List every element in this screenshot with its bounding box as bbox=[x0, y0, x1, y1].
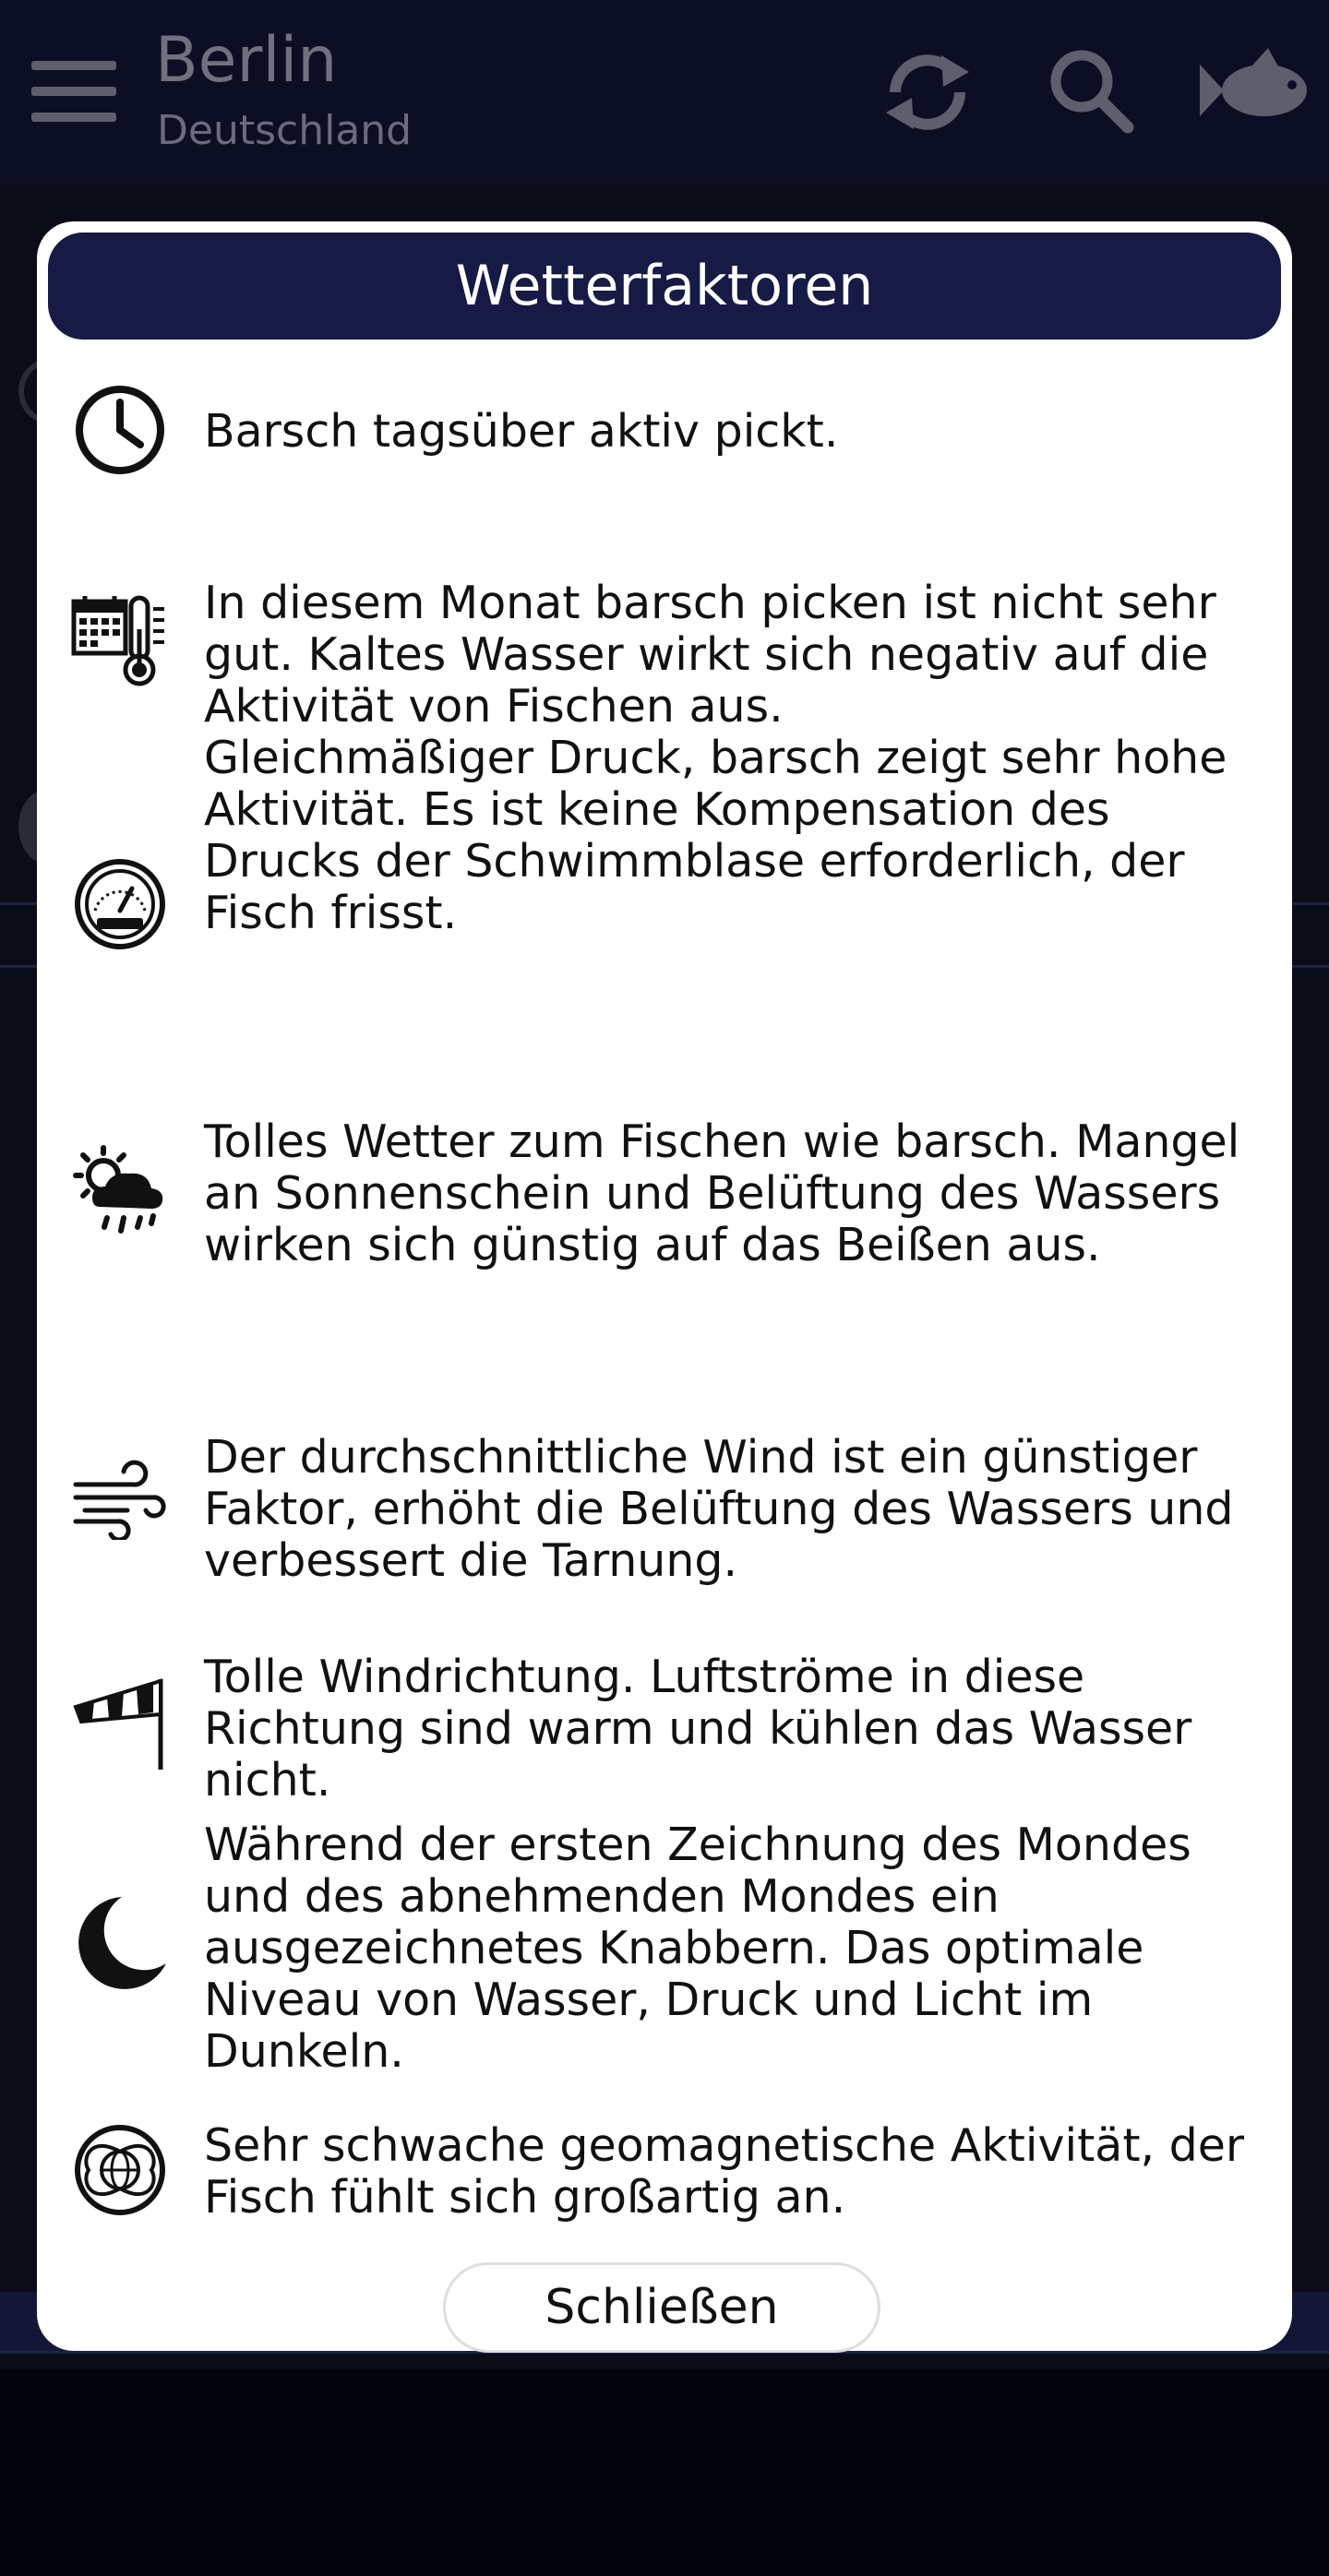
windsock-icon bbox=[70, 1674, 170, 1773]
factor-text: Tolle Windrichtung. Luftströme in diese Richtung sind warm und kühlen das Wasser nicht. bbox=[204, 1651, 1192, 1807]
location-city[interactable]: Berlin bbox=[155, 24, 338, 97]
factor-text: Barsch tagsüber aktiv pickt. bbox=[204, 405, 839, 458]
moon-icon bbox=[70, 1891, 170, 1991]
factor-text: Während der ersten Zeichnung des Mondes und des abnehmenden Mondes ein ausgezeichnetes Knabbern. Das optimale Niveau von Wasser, Druck und Licht im Dunkeln. bbox=[204, 1819, 1191, 2078]
factor-text: In diesem Monat barsch picken ist nicht sehr gut. Kaltes Wasser wirkt sich negativ auf die Aktivität von Fischen aus. bbox=[204, 577, 1216, 733]
refresh-icon[interactable] bbox=[877, 46, 978, 138]
sun-rain-cloud-icon bbox=[70, 1140, 170, 1240]
dialog-title: Wetterfaktoren bbox=[455, 254, 874, 318]
search-icon[interactable] bbox=[1047, 46, 1135, 135]
close-button[interactable] bbox=[443, 2262, 880, 2353]
barometer-icon bbox=[70, 854, 170, 954]
close-button-label: Schließen bbox=[545, 2280, 779, 2335]
weather-factors-dialog bbox=[37, 221, 1292, 2351]
wind-icon bbox=[70, 1449, 170, 1548]
clock-icon bbox=[70, 380, 170, 480]
geomagnetic-icon bbox=[70, 2120, 170, 2220]
factor-text: Der durchschnittliche Wind ist ein günstiger Faktor, erhöht die Belüftung des Wassers und verbessert die Tarnung. bbox=[204, 1431, 1234, 1587]
calendar-thermometer-icon bbox=[70, 590, 170, 690]
location-country[interactable]: Deutschland bbox=[157, 107, 413, 154]
factor-text: Sehr schwache geomagnetische Aktivität, der Fisch fühlt sich großartig an. bbox=[204, 2119, 1245, 2224]
dialog-header bbox=[48, 233, 1281, 340]
menu-icon[interactable] bbox=[31, 61, 116, 122]
app-header bbox=[0, 0, 1329, 183]
factor-text: Gleichmäßiger Druck, barsch zeigt sehr hohe Aktivität. Es ist keine Kompensation des Drucks der Schwimmblase erforderlich, der Fisch frisst. bbox=[204, 732, 1227, 939]
factor-text: Tolles Wetter zum Fischen wie barsch. Mangel an Sonnenschein und Belüftung des Wassers wirken sich günstig auf das Beißen aus. bbox=[204, 1115, 1240, 1271]
fish-icon[interactable] bbox=[1200, 46, 1320, 135]
